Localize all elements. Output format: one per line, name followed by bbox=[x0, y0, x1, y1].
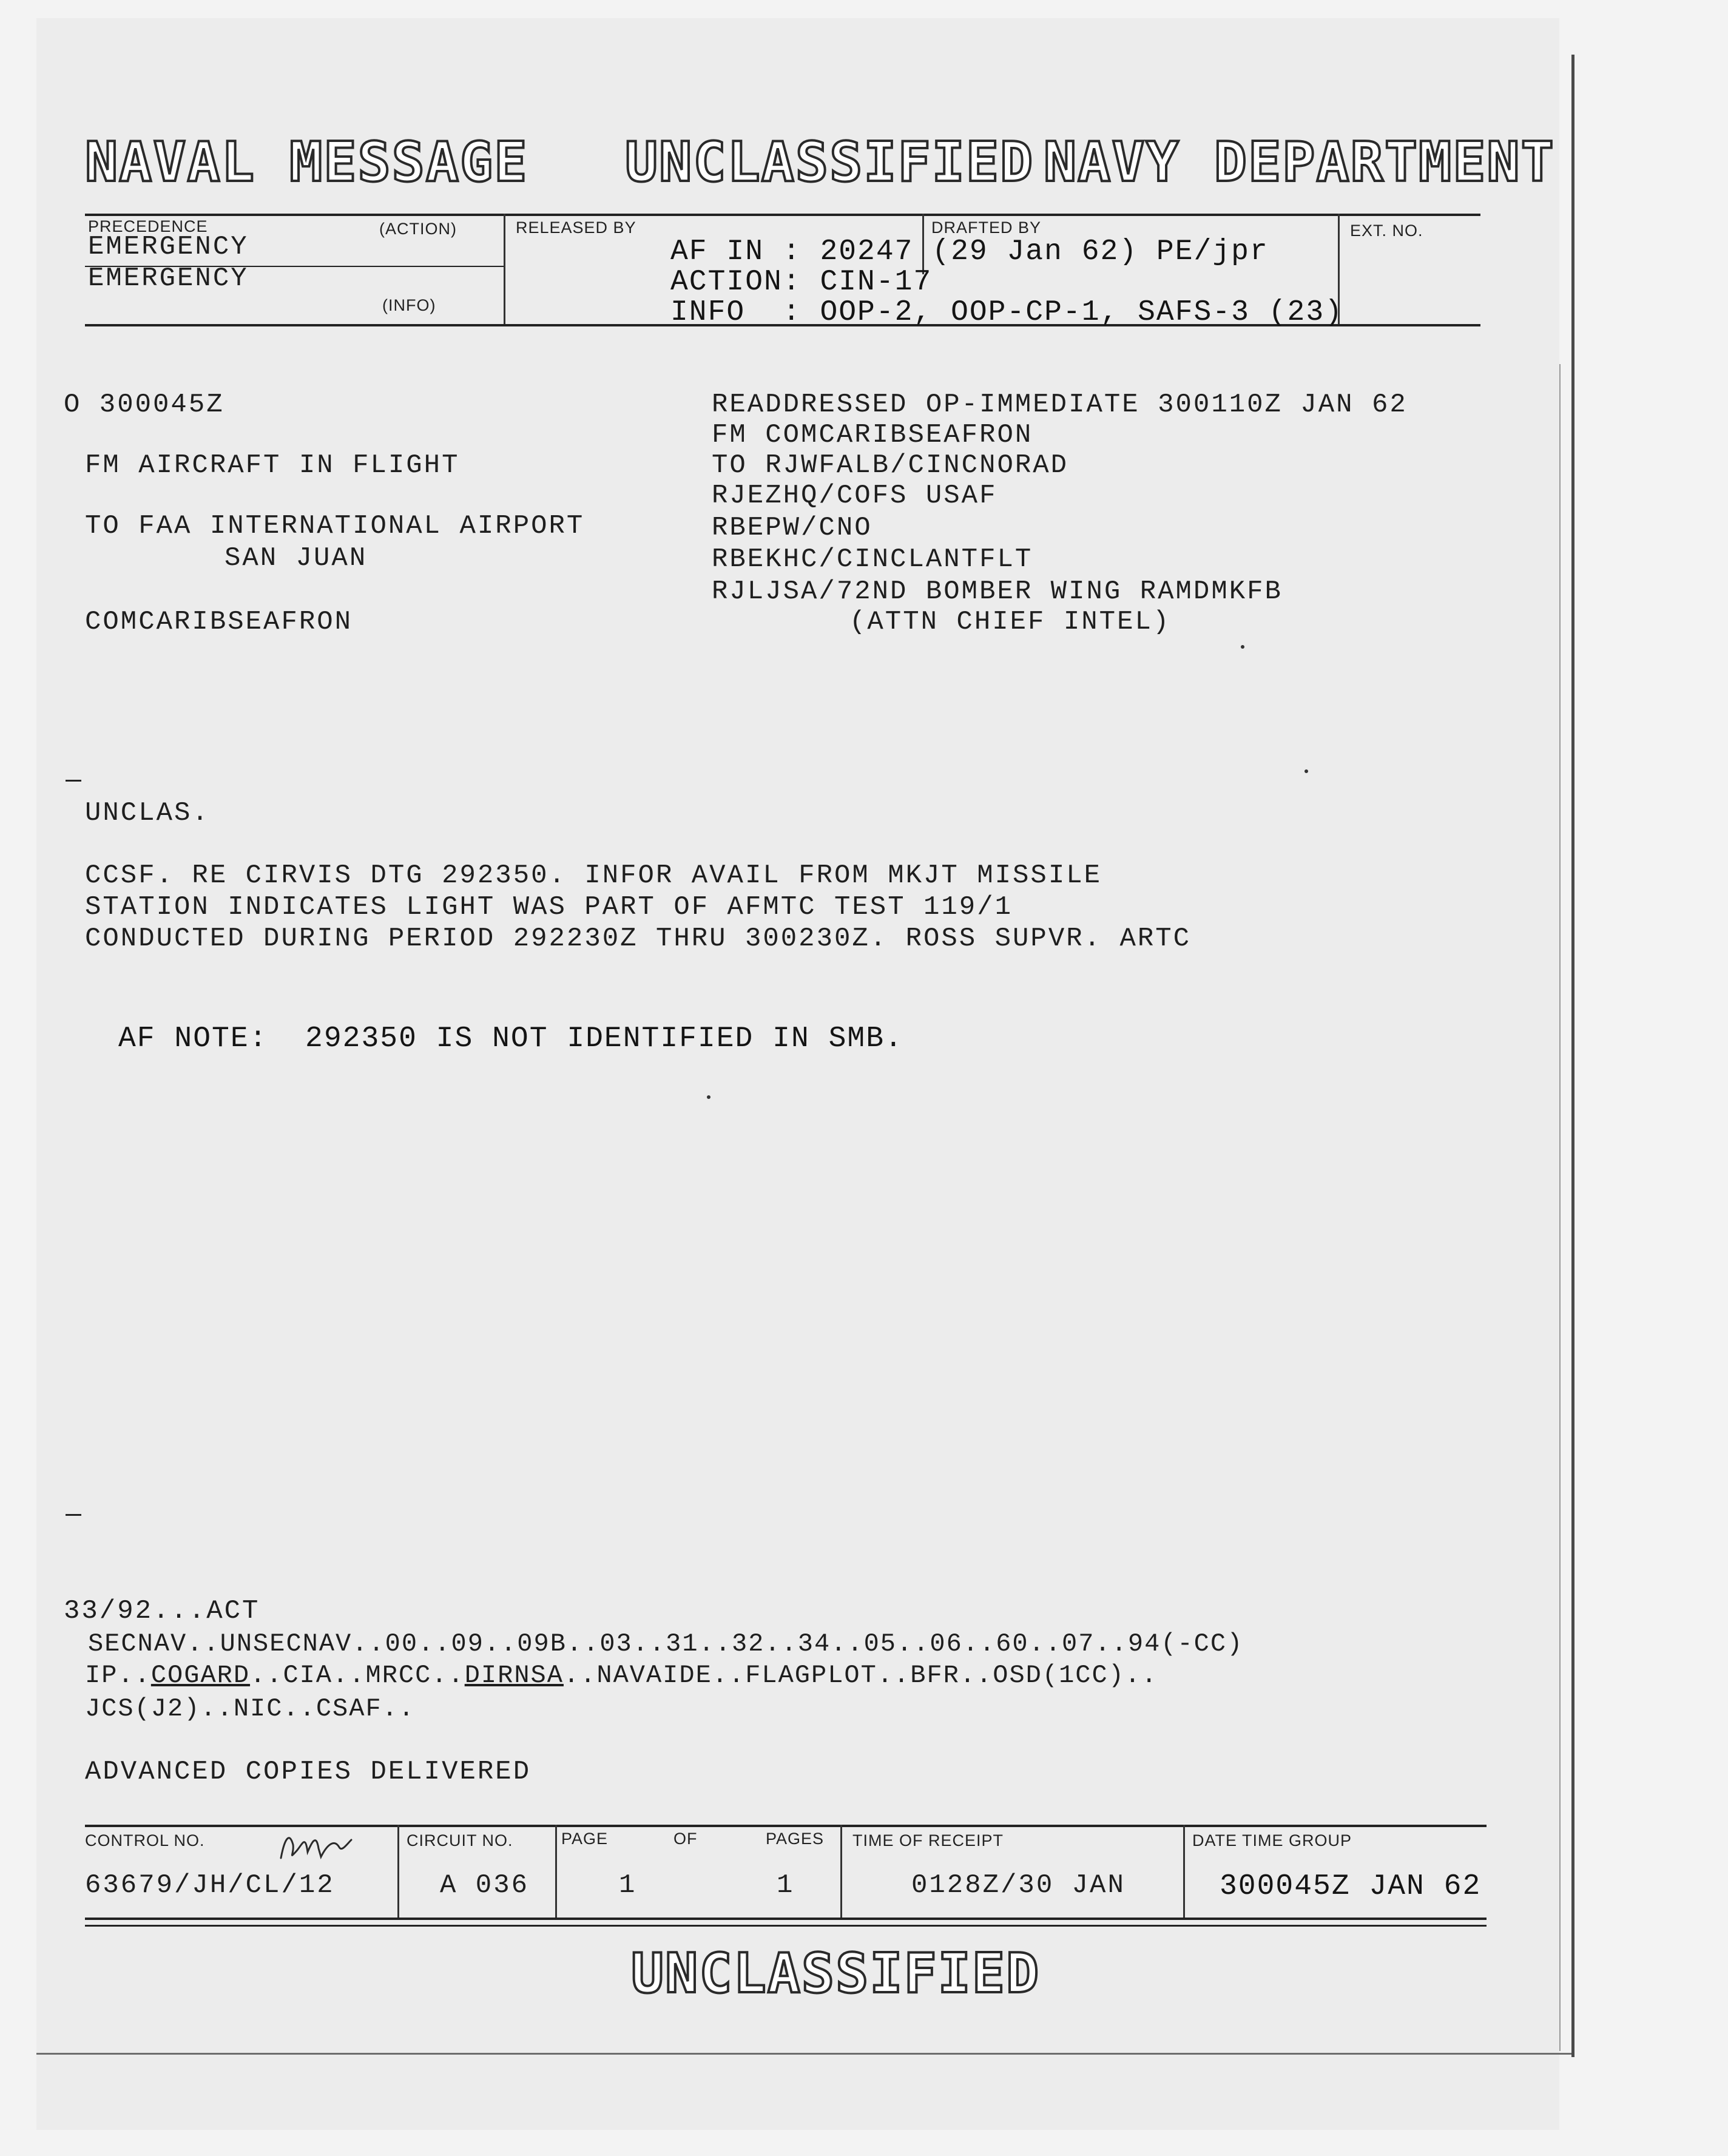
page-edge-right-inner bbox=[1559, 364, 1561, 2051]
precedence-action: EMERGENCY bbox=[88, 232, 249, 262]
speck bbox=[1304, 769, 1308, 773]
readdressed-line: TO RJWFALB/CINCNORAD bbox=[712, 450, 1069, 481]
page-edge-bottom bbox=[36, 2053, 1571, 2055]
message-from: FM AIRCRAFT IN FLIGHT bbox=[85, 450, 460, 481]
time-of-receipt-value: 0128Z/30 JAN bbox=[911, 1870, 1126, 1901]
page-label: PAGE bbox=[561, 1830, 609, 1848]
control-divider bbox=[840, 1825, 842, 1918]
distribution-line1: 33/92...ACT bbox=[64, 1596, 260, 1626]
message-to-line2: SAN JUAN bbox=[224, 543, 368, 573]
control-no-value: 63679/JH/CL/12 bbox=[85, 1870, 335, 1901]
pages-value: 1 bbox=[777, 1870, 795, 1901]
readdressed-line: RJEZHQ/COFS USAF bbox=[712, 481, 997, 511]
dtg-label: DATE TIME GROUP bbox=[1192, 1831, 1352, 1850]
body-line: CONDUCTED DURING PERIOD 292230Z THRU 300230Z. ROSS SUPVR. ARTC bbox=[85, 924, 1192, 954]
page-edge-right bbox=[1571, 55, 1574, 2057]
distribution-line3-prefix: IP.. bbox=[85, 1661, 151, 1690]
header-classification: UNCLASSIFIED bbox=[625, 130, 1034, 194]
distribution-line3-suffix: ..NAVAIDE..FLAGPLOT..BFR..OSD(1CC).. bbox=[563, 1661, 1158, 1690]
control-divider bbox=[397, 1825, 399, 1918]
message-to-line1: TO FAA INTERNATIONAL AIRPORT bbox=[85, 511, 585, 541]
distribution-cogard: COGARD bbox=[150, 1661, 251, 1690]
header-navy-department: NAVY DEPARTMENT bbox=[1044, 130, 1555, 194]
control-divider bbox=[555, 1825, 557, 1918]
routing-divider-1 bbox=[504, 214, 505, 324]
routing-info: INFO : OOP-2, OOP-CP-1, SAFS-3 (23) bbox=[670, 296, 1343, 329]
page-value: 1 bbox=[619, 1870, 637, 1901]
precedence-info: EMERGENCY bbox=[88, 263, 249, 294]
distribution-line2: SECNAV..UNSECNAV..00..09..09B..03..31..32..34..05..06..60..07..94(-CC) bbox=[88, 1629, 1244, 1658]
ext-no-label: EXT. NO. bbox=[1350, 221, 1423, 240]
precedence-label: PRECEDENCE bbox=[88, 217, 208, 235]
readdressed-line: FM COMCARIBSEAFRON bbox=[712, 420, 1033, 450]
body-line: CCSF. RE CIRVIS DTG 292350. INFOR AVAIL FROM MKJT MISSILE bbox=[85, 860, 1102, 891]
readdressed-line: (ATTN CHIEF INTEL) bbox=[849, 607, 1171, 637]
readdressed-line: READDRESSED OP-IMMEDIATE 300110Z JAN 62 bbox=[712, 390, 1408, 420]
drafted-by-label: DRAFTED BY bbox=[931, 218, 1042, 237]
pages-label: PAGES bbox=[766, 1830, 825, 1848]
advanced-copies: ADVANCED COPIES DELIVERED bbox=[85, 1757, 532, 1787]
circuit-no-label: CIRCUIT NO. bbox=[407, 1831, 513, 1850]
speck bbox=[707, 1095, 710, 1099]
footer-classification: UNCLASSIFIED bbox=[631, 1942, 1041, 2006]
action-label: (ACTION) bbox=[379, 220, 457, 238]
control-no-label: CONTROL NO. bbox=[85, 1831, 205, 1850]
margin-mark bbox=[66, 780, 81, 782]
distribution-dirnsa: DIRNSA bbox=[464, 1661, 564, 1690]
readdressed-line: RBEPW/CNO bbox=[712, 513, 872, 543]
released-by-label: RELEASED BY bbox=[516, 218, 636, 237]
control-bottom-rule-2 bbox=[85, 1925, 1487, 1927]
message-dtg: O 300045Z bbox=[64, 390, 224, 420]
speck bbox=[1241, 645, 1244, 649]
distribution-line4: JCS(J2)..NIC..CSAF.. bbox=[85, 1694, 416, 1723]
readdressed-line: RJLJSA/72ND BOMBER WING RAMDMKFB bbox=[712, 576, 1283, 607]
readdressed-line: RBEKHC/CINCLANTFLT bbox=[712, 544, 1033, 575]
header-naval-message: NAVAL MESSAGE bbox=[85, 130, 528, 194]
info-label: (INFO) bbox=[382, 296, 436, 314]
circuit-no-value: A 036 bbox=[440, 1870, 530, 1901]
message-info: COMCARIBSEAFRON bbox=[85, 607, 353, 637]
time-of-receipt-label: TIME OF RECEIPT bbox=[852, 1831, 1004, 1850]
handwritten-initials bbox=[276, 1827, 355, 1869]
control-bottom-rule bbox=[85, 1918, 1487, 1920]
distribution-line3-mid: ..CIA..MRCC.. bbox=[250, 1661, 465, 1690]
routing-top-rule bbox=[85, 214, 1480, 216]
of-label: OF bbox=[673, 1830, 698, 1848]
body-line: STATION INDICATES LIGHT WAS PART OF AFMTC TEST 119/1 bbox=[85, 892, 1013, 922]
distribution-line3 bbox=[85, 1661, 1158, 1690]
control-divider bbox=[1183, 1825, 1185, 1918]
af-note: AF NOTE: 292350 IS NOT IDENTIFIED IN SMB. bbox=[118, 1022, 903, 1055]
classification-line: UNCLAS. bbox=[85, 798, 210, 828]
dtg-value: 300045Z JAN 62 bbox=[1220, 1870, 1482, 1903]
margin-mark bbox=[66, 1514, 81, 1516]
routing-action: ACTION: CIN-17 bbox=[670, 266, 933, 299]
routing-af-in: AF IN : 20247 (29 Jan 62) PE/jpr bbox=[670, 235, 1269, 268]
message-page bbox=[36, 18, 1559, 2130]
